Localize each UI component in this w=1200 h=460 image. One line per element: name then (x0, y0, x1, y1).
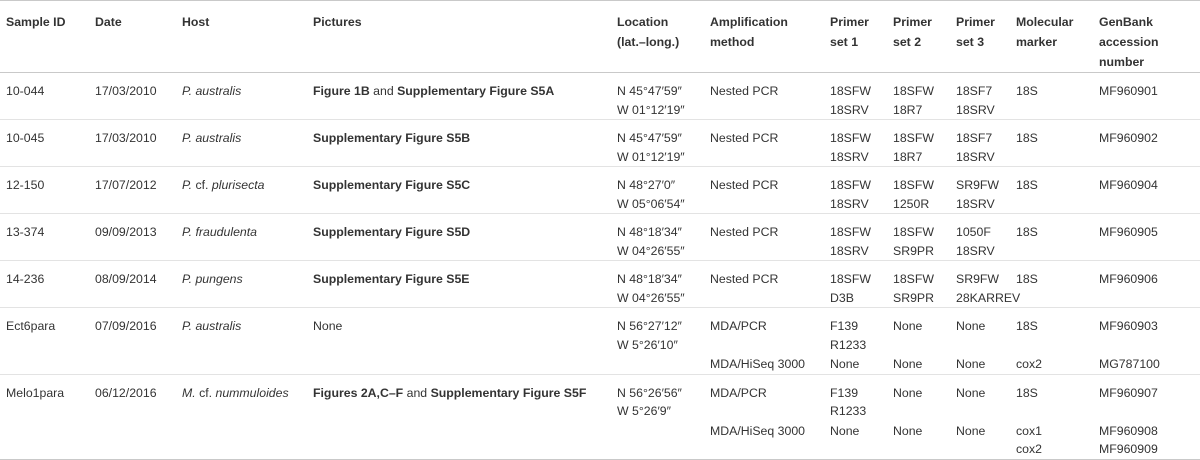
cell-primer-set-1 (824, 73, 887, 120)
picture-ref: Supplementary Figure S5C (313, 178, 471, 192)
cell-primer-set-1 (824, 421, 887, 460)
cell-primer-set-1 (824, 167, 887, 214)
cell-date (89, 354, 176, 374)
cell-date (89, 261, 176, 308)
table-row (0, 120, 1200, 167)
cell-pictures (307, 374, 611, 421)
header-date: Date (89, 1, 176, 73)
table-row (0, 374, 1200, 421)
primer-set-3-reverse: 18SRV (956, 102, 995, 117)
primer-set-2-forward: None (893, 423, 923, 438)
sample-id: Melo1para (6, 385, 65, 400)
cell-primer-set-3 (950, 214, 1010, 261)
primer-set-2-forward: 18SFW (893, 272, 934, 286)
longitude: W 5°26′9″ (617, 404, 671, 418)
cell-primer-set-3 (950, 354, 1010, 374)
picture-ref: Figure 1B (313, 84, 370, 98)
primer-set-2-forward: 18SFW (893, 178, 934, 192)
genbank-accession: MG787100 (1099, 357, 1160, 371)
primer-set-1-reverse: 18SRV (830, 102, 869, 117)
molecular-marker: 18S (1016, 385, 1038, 400)
cell-primer-set-2 (887, 374, 950, 421)
host-species: australis (195, 131, 242, 145)
cell-molecular-marker (1010, 120, 1093, 167)
host-genus: P. (182, 84, 193, 98)
cell-sample-id (0, 167, 89, 214)
header-primer-set-3: Primer set 3 (950, 1, 1010, 73)
cell-location (611, 167, 704, 214)
cell-amplification-method (704, 120, 824, 167)
sample-id: 14-236 (6, 272, 45, 286)
cell-primer-set-3 (950, 167, 1010, 214)
cell-primer-set-2 (887, 261, 950, 308)
molecular-marker: 18S (1016, 84, 1038, 98)
cell-pictures (307, 73, 611, 120)
cell-date (89, 167, 176, 214)
primer-set-2-forward: None (893, 357, 923, 371)
header-amplification-method: Amplification method (704, 1, 824, 73)
host-genus-letter: P. (182, 178, 193, 192)
cell-location (611, 214, 704, 261)
primer-set-3-forward: None (956, 319, 986, 333)
cell-primer-set-3 (950, 308, 1010, 355)
longitude: W 05°06′54″ (617, 196, 685, 211)
table-row (0, 167, 1200, 214)
host-species: plurisecta (211, 178, 265, 192)
molecular-marker: 18S (1016, 272, 1038, 286)
primer-set-3-reverse: 18SRV (956, 243, 995, 258)
genbank-accession: MF960906 (1099, 272, 1158, 286)
primer-set-3-forward: SR9FW (956, 272, 1000, 286)
longitude: W 04°26′55″ (617, 290, 685, 305)
sample-date: 09/09/2013 (95, 225, 157, 239)
cell-host (176, 374, 307, 421)
cell-primer-set-3 (950, 261, 1021, 308)
cell-primer-set-3 (950, 421, 1010, 460)
header-primer-set-2: Primer set 2 (887, 1, 950, 73)
cell-location (611, 73, 704, 120)
primer-set-1-reverse: R1233 (830, 404, 867, 418)
primer-set-3-reverse: 18SRV (956, 149, 995, 164)
cell-location (611, 354, 704, 374)
cell-location (611, 374, 704, 421)
picture-conjunction: and (403, 385, 431, 400)
cell-date (89, 120, 176, 167)
latitude: N 45°47′59″ (617, 131, 682, 145)
cell-molecular-marker (1010, 421, 1093, 460)
primer-set-1-forward: 18SFW (830, 84, 871, 98)
primer-set-2-forward: 18SFW (893, 84, 934, 98)
picture-ref: Supplementary Figure S5F (430, 385, 587, 400)
genbank-accession: MF960902 (1099, 131, 1158, 145)
primer-set-2-forward: 18SFW (893, 225, 934, 239)
cell-location (611, 421, 704, 460)
cell-sample-id (0, 421, 89, 460)
header-host: Host (176, 1, 307, 73)
primer-set-3-forward: None (956, 423, 986, 438)
primer-set-3-forward: 18SF7 (956, 84, 993, 98)
molecular-marker: 18S (1016, 319, 1038, 333)
primer-set-3-forward: 1050F (956, 225, 991, 239)
picture-conjunction: and (369, 84, 398, 98)
sample-date: 17/07/2012 (95, 178, 157, 192)
cell-sample-id (0, 120, 89, 167)
genbank-accession: MF960905 (1099, 225, 1158, 239)
longitude: W 01°12′19″ (617, 102, 685, 117)
cell-pictures (307, 308, 611, 355)
picture-ref: Supplementary Figure S5D (313, 225, 471, 239)
molecular-marker: 18S (1016, 131, 1038, 145)
table-body (0, 73, 1200, 460)
cell-genbank-accession (1093, 308, 1200, 355)
cell-molecular-marker (1010, 214, 1093, 261)
cell-host (176, 73, 307, 120)
genbank-accession: MF960901 (1099, 84, 1158, 98)
cell-sample-id (0, 354, 89, 374)
cell-primer-set-2 (887, 354, 950, 374)
cell-date (89, 214, 176, 261)
cell-date (89, 73, 176, 120)
cell-primer-set-2 (887, 214, 950, 261)
genbank-accession: MF960903 (1099, 319, 1158, 333)
primer-set-1-reverse: R1233 (830, 337, 867, 352)
primer-set-1-forward: None (830, 423, 860, 438)
cell-pictures (307, 261, 611, 308)
cell-sample-id (0, 374, 89, 421)
cell-primer-set-1 (824, 120, 887, 167)
cell-sample-id (0, 214, 89, 261)
latitude: N 56°27′12″ (617, 319, 682, 333)
cell-amplification-method (704, 354, 824, 374)
primer-set-3-reverse: 28KARREV (956, 290, 1021, 305)
cell-primer-set-2 (887, 73, 950, 120)
amplification-method: MDA/HiSeq 3000 (710, 357, 806, 371)
host-genus: P. (182, 131, 193, 145)
primer-set-1-reverse: 18SRV (830, 196, 869, 211)
latitude: N 48°27′0″ (617, 178, 676, 192)
sample-id: 10-044 (6, 84, 45, 98)
amplification-method: MDA/PCR (710, 385, 767, 400)
table-row (0, 421, 1200, 460)
amplification-method: Nested PCR (710, 178, 779, 192)
cell-host (176, 421, 307, 460)
cell-location (611, 308, 704, 355)
cell-primer-set-1 (824, 308, 887, 355)
cell-primer-set-2 (887, 167, 950, 214)
cell-genbank-accession (1093, 214, 1200, 261)
cell-amplification-method (704, 73, 824, 120)
primer-set-1-forward: F139 (830, 385, 859, 400)
cell-date (89, 374, 176, 421)
cell-molecular-marker (1010, 261, 1093, 308)
sample-id: 10-045 (6, 131, 45, 145)
longitude: W 5°26′10″ (617, 337, 678, 352)
sample-id: 13-374 (6, 225, 45, 239)
molecular-marker: cox2 (1016, 442, 1042, 456)
cell-sample-id (0, 73, 89, 120)
table-row (0, 261, 1200, 308)
host-species: australis (195, 319, 242, 333)
cell-amplification-method (704, 308, 824, 355)
primer-set-1-forward: F139 (830, 319, 859, 333)
table-row (0, 214, 1200, 261)
host-genus-letter: M. (182, 385, 196, 400)
latitude: N 56°26′56″ (617, 385, 682, 400)
primer-set-3-forward: 18SF7 (956, 131, 993, 145)
table-row (0, 73, 1200, 120)
cell-pictures (307, 214, 611, 261)
cell-molecular-marker (1010, 167, 1093, 214)
cell-molecular-marker (1010, 354, 1093, 374)
primer-set-2-reverse: 18R7 (893, 149, 923, 164)
host-genus: P. (182, 272, 193, 286)
picture-ref: Supplementary Figure S5A (397, 84, 555, 98)
primer-set-1-forward: 18SFW (830, 178, 871, 192)
cell-primer-set-2 (887, 308, 950, 355)
cell-primer-set-2 (887, 120, 950, 167)
cell-primer-set-1 (824, 354, 887, 374)
genbank-accession: MF960907 (1099, 385, 1158, 400)
cell-location (611, 120, 704, 167)
cell-amplification-method (704, 214, 824, 261)
primer-set-1-forward: 18SFW (830, 225, 871, 239)
cell-host (176, 308, 307, 355)
cell-date (89, 308, 176, 355)
sample-date: 08/09/2014 (95, 272, 157, 286)
primer-set-1-reverse: D3B (830, 290, 854, 305)
molecular-marker: cox1 (1016, 423, 1042, 438)
longitude: W 04°26′55″ (617, 243, 685, 258)
sample-date: 17/03/2010 (95, 84, 157, 98)
sample-id: 12-150 (6, 178, 45, 192)
sample-date: 07/09/2016 (95, 319, 157, 333)
primer-set-2-reverse: 1250R (893, 196, 930, 211)
amplification-method: Nested PCR (710, 131, 779, 145)
primer-set-3-forward: None (956, 385, 986, 400)
table-row (0, 308, 1200, 355)
amplification-method: Nested PCR (710, 225, 779, 239)
cell-amplification-method (704, 261, 824, 308)
latitude: N 48°18′34″ (617, 272, 682, 286)
host-genus: P. (182, 225, 193, 239)
cell-primer-set-3 (950, 374, 1010, 421)
primer-set-1-reverse: 18SRV (830, 243, 869, 258)
cell-primer-set-1 (824, 214, 887, 261)
host-species: fraudulenta (195, 225, 258, 239)
primer-set-2-forward: None (893, 385, 923, 400)
cell-amplification-method (704, 374, 824, 421)
cell-primer-set-1 (824, 261, 887, 308)
latitude: N 48°18′34″ (617, 225, 682, 239)
cell-genbank-accession (1093, 354, 1200, 374)
amplification-method: Nested PCR (710, 84, 779, 98)
primer-set-3-reverse: 18SRV (956, 196, 995, 211)
cell-pictures (307, 421, 611, 460)
host-species: australis (195, 84, 242, 98)
host-genus: P. cf. (182, 178, 209, 192)
sample-date: 17/03/2010 (95, 131, 157, 145)
cell-molecular-marker (1010, 308, 1093, 355)
cell-primer-set-1 (824, 374, 887, 421)
cell-genbank-accession (1093, 120, 1200, 167)
genbank-accession: MF960909 (1099, 442, 1158, 456)
primer-set-1-forward: 18SFW (830, 272, 871, 286)
cell-molecular-marker (1010, 73, 1093, 120)
molecular-marker: 18S (1016, 178, 1038, 192)
molecular-marker: 18S (1016, 225, 1038, 239)
cell-amplification-method (704, 421, 824, 460)
genbank-accession: MF960908 (1099, 423, 1158, 438)
cell-date (89, 421, 176, 460)
primer-set-2-reverse: SR9PR (893, 243, 935, 258)
primer-set-2-reverse: 18R7 (893, 102, 923, 117)
cell-sample-id (0, 308, 89, 355)
host-species: pungens (195, 272, 243, 286)
cell-genbank-accession (1093, 73, 1200, 120)
cell-amplification-method (704, 167, 824, 214)
primer-set-1-reverse: 18SRV (830, 149, 869, 164)
header-molecular-marker: Molecular marker (1010, 1, 1093, 73)
cell-pictures (307, 354, 611, 374)
table-header (0, 1, 1200, 73)
header-genbank-accession: GenBank accession number (1093, 1, 1200, 73)
amplification-method: Nested PCR (710, 272, 779, 286)
picture-ref: Figures 2A,C–F (313, 385, 404, 400)
cell-genbank-accession (1093, 421, 1200, 460)
host-genus: P. (182, 319, 193, 333)
host-species: nummuloides (215, 385, 289, 400)
cell-genbank-accession (1093, 261, 1200, 308)
molecular-marker: cox2 (1016, 357, 1042, 371)
cell-host (176, 261, 307, 308)
cell-genbank-accession (1093, 374, 1200, 421)
cell-location (611, 261, 704, 308)
cell-sample-id (0, 261, 89, 308)
amplification-method: MDA/PCR (710, 319, 767, 333)
cell-primer-set-3 (950, 73, 1010, 120)
primer-set-2-forward: None (893, 319, 923, 333)
latitude: N 45°47′59″ (617, 84, 682, 98)
primer-set-3-forward: SR9FW (956, 178, 1000, 192)
cell-genbank-accession (1093, 167, 1200, 214)
sample-date: 06/12/2016 (95, 385, 157, 400)
primer-set-1-forward: 18SFW (830, 131, 871, 145)
picture-ref: Supplementary Figure S5E (313, 272, 470, 286)
host-genus: M. cf. (182, 385, 213, 400)
cell-primer-set-2 (887, 421, 950, 460)
amplification-method: MDA/HiSeq 3000 (710, 423, 806, 438)
primer-set-3-forward: None (956, 357, 986, 371)
cell-host (176, 354, 307, 374)
cell-pictures (307, 120, 611, 167)
header-sample-id: Sample ID (0, 1, 89, 73)
header-location: Location (lat.–long.) (611, 1, 704, 73)
cell-host (176, 214, 307, 261)
cell-primer-set-3 (950, 120, 1010, 167)
cell-host (176, 120, 307, 167)
cell-host (176, 167, 307, 214)
header-primer-set-1: Primer set 1 (824, 1, 887, 73)
primer-set-2-forward: 18SFW (893, 131, 934, 145)
sample-id: Ect6para (6, 319, 56, 333)
primer-set-2-reverse: SR9PR (893, 290, 935, 305)
primer-set-1-forward: None (830, 357, 860, 371)
header-pictures: Pictures (307, 1, 611, 73)
table-row (0, 354, 1200, 374)
genbank-accession: MF960904 (1099, 178, 1158, 192)
picture-none: None (313, 319, 343, 333)
longitude: W 01°12′19″ (617, 149, 685, 164)
cell-pictures (307, 167, 611, 214)
picture-ref: Supplementary Figure S5B (313, 131, 471, 145)
cell-molecular-marker (1010, 374, 1093, 421)
